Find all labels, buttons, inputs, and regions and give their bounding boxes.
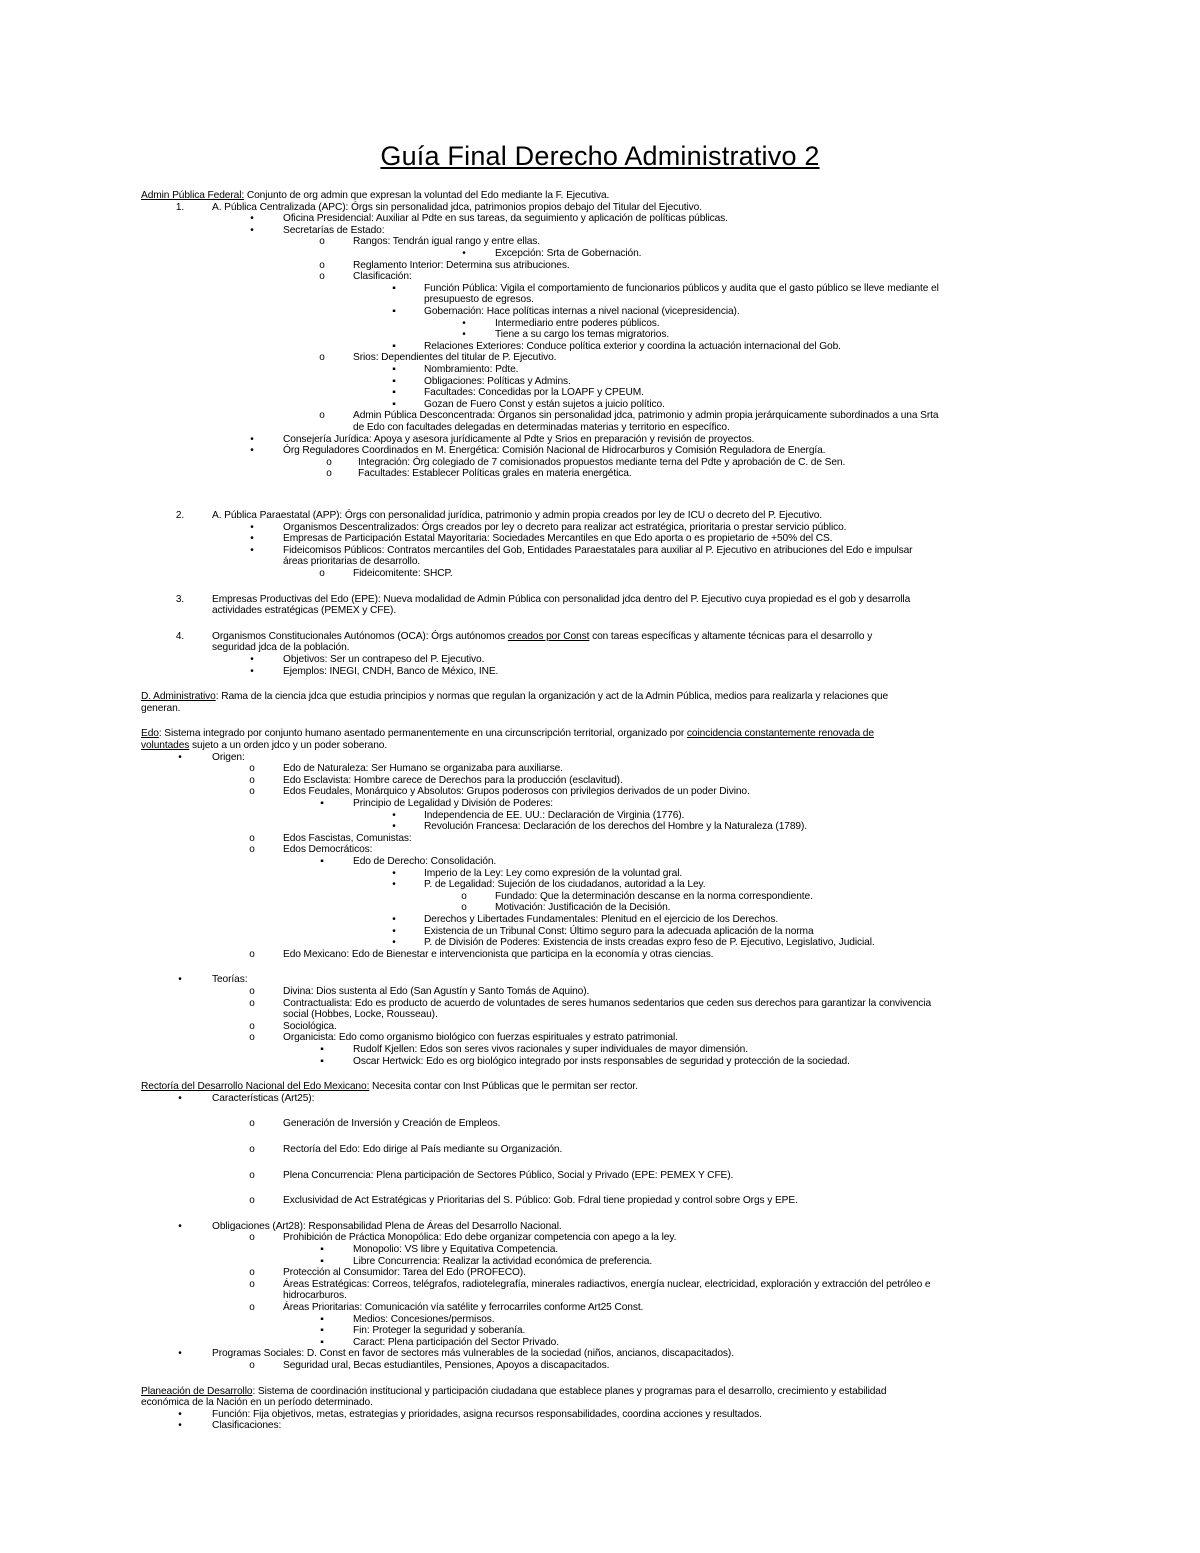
- line-text: [353, 236, 540, 247]
- line-text: [283, 844, 372, 855]
- line-text: [495, 248, 641, 259]
- bullet-marker: o: [249, 1170, 255, 1181]
- line-segment: Gobernación: Hace políticas internas a nivel nacional (vicepresidencia).: [424, 306, 740, 317]
- line-segment: Conjunto de org admin que expresan la voluntad del Edo mediante la F. Ejecutiva.: [244, 190, 610, 201]
- bullet-marker: ▪: [392, 387, 396, 398]
- bullet-marker: •: [462, 329, 466, 340]
- line-text: [283, 545, 912, 556]
- underlined-term: voluntades: [141, 740, 190, 751]
- line-text: [141, 1397, 373, 1408]
- bullet-marker: •: [250, 225, 254, 236]
- bullet-marker: o: [461, 891, 467, 902]
- line-segment: Monopolio: VS libre y Equitativa Competencia.: [353, 1244, 559, 1255]
- line-text: [283, 1021, 337, 1032]
- line-text: [283, 1267, 526, 1278]
- line-text: [283, 775, 623, 786]
- bullet-marker: o: [249, 1302, 255, 1313]
- line-text: [283, 556, 420, 567]
- bullet-marker: o: [326, 457, 332, 468]
- page-title: Guía Final Derecho Administrativo 2: [380, 141, 820, 171]
- line-text: [283, 786, 750, 797]
- bullet-marker: o: [319, 236, 325, 247]
- line-segment: Seguridad ural, Becas estudiantiles, Pensiones, Apoyos a discapacitados.: [283, 1360, 610, 1371]
- line-segment: Oscar Hertwick: Edo es org biológico integrado por insts responsables de seguridad y protección de la sociedad.: [353, 1056, 850, 1067]
- bullet-marker: o: [249, 1118, 255, 1129]
- bullet-marker: •: [392, 821, 396, 832]
- underlined-term: Edo: [141, 728, 159, 739]
- line-text: [141, 740, 387, 751]
- line-text: [283, 654, 484, 665]
- line-segment: Imperio de la Ley: Ley como expresión de la voluntad gral.: [424, 868, 683, 879]
- line-text: [424, 364, 518, 375]
- bullet-marker: ▪: [392, 376, 396, 387]
- bullet-marker: •: [250, 666, 254, 677]
- bullet-marker: o: [249, 763, 255, 774]
- line-text: [353, 1044, 748, 1055]
- line-segment: Áreas Prioritarias: Comunicación vía satélite y ferrocarriles conforme Art25 Const.: [283, 1302, 644, 1313]
- line-text: [141, 691, 888, 702]
- bullet-marker: •: [250, 533, 254, 544]
- underlined-term: creados por Const: [507, 631, 590, 642]
- list-number: 3.: [175, 594, 185, 605]
- line-text: [283, 1032, 678, 1043]
- line-text: [212, 752, 245, 763]
- line-segment: Medios: Concesiones/permisos.: [353, 1314, 495, 1325]
- line-text: [353, 410, 938, 421]
- line-text: [283, 533, 832, 544]
- line-segment: Edos Feudales, Monárquico y Absolutos: Grupos poderosos con privilegios derivados de un poder Divino.: [283, 786, 750, 797]
- bullet-marker: o: [249, 775, 255, 786]
- line-text: [212, 631, 872, 642]
- line-segment: Sociológica.: [283, 1021, 337, 1032]
- line-segment: Admin Pública Desconcentrada: Órganos sin personalidad jdca, patrimonio y admin propia jerárquicamente subordinados a una Srta: [353, 410, 939, 421]
- bullet-marker: o: [319, 568, 325, 579]
- line-text: [212, 1348, 734, 1359]
- line-segment: Gozan de Fuero Const y están sujetos a juicio político.: [424, 399, 665, 410]
- line-segment: económica de la Nación en un período determinado.: [141, 1397, 373, 1408]
- line-text: [283, 1195, 798, 1206]
- bullet-marker: o: [249, 844, 255, 855]
- bullet-marker: •: [178, 1093, 182, 1104]
- line-segment: Fundado: Que la determinación descanse en la norma correspondiente.: [495, 891, 813, 902]
- line-segment: Fideicomitente: SHCP.: [353, 568, 453, 579]
- line-segment: Programas Sociales: D. Const en favor de sectores más vulnerables de la sociedad (niños, ancianos, discapacitados).: [212, 1348, 734, 1359]
- line-segment: Exclusividad de Act Estratégicas y Prioritarias del S. Público: Gob. Fdral tiene propiedad y control sobre Orgs y EPE.: [283, 1195, 798, 1206]
- line-text: [353, 352, 556, 363]
- line-segment: Prohibición de Práctica Monopólica: Edo debe organizar competencia con apego a la ley.: [283, 1232, 677, 1243]
- bullet-marker: o: [249, 949, 255, 960]
- bullet-marker: ▪: [392, 364, 396, 375]
- line-text: [283, 1279, 930, 1290]
- line-segment: Rudolf Kjellen: Edos son seres vivos racionales y super individuales de mayor dimensión.: [353, 1044, 748, 1055]
- line-text: [424, 387, 644, 398]
- bullet-marker: o: [249, 986, 255, 997]
- bullet-marker: •: [178, 752, 182, 763]
- line-text: [353, 856, 496, 867]
- line-segment: Objetivos: Ser un contrapeso del P. Ejecutivo.: [283, 654, 485, 665]
- bullet-marker: •: [462, 248, 466, 259]
- bullet-marker: o: [249, 786, 255, 797]
- bullet-marker: •: [250, 213, 254, 224]
- bullet-marker: o: [249, 1267, 255, 1278]
- line-text: [424, 914, 778, 925]
- bullet-marker: ▪: [320, 798, 324, 809]
- line-segment: de Edo con facultades delegadas en determinadas materias y territorio en específico.: [353, 422, 730, 433]
- line-segment: Obligaciones: Políticas y Admins.: [424, 376, 571, 387]
- line-segment: Principio de Legalidad y División de Poderes:: [353, 798, 553, 809]
- bullet-marker: o: [249, 833, 255, 844]
- bullet-marker: •: [250, 545, 254, 556]
- line-text: [283, 213, 728, 224]
- line-segment: sujeto a un orden jdco y un poder soberano.: [189, 740, 388, 751]
- line-text: [358, 457, 845, 468]
- bullet-marker: •: [392, 810, 396, 821]
- line-text: [283, 445, 825, 456]
- line-segment: Integración: Órg colegiado de 7 comisionados propuestos mediante terna del Pdte y aprobación de C. de Sen.: [358, 457, 846, 468]
- line-text: [283, 833, 412, 844]
- line-text: [495, 902, 670, 913]
- line-segment: Rectoría del Edo: Edo dirige al País mediante su Organización.: [283, 1144, 563, 1155]
- line-segment: Empresas Productivas del Edo (EPE): Nueva modalidad de Admin Pública con personalidad jdca dentro del P. Ejecutivo cuya propiedad es el gob y desarrolla: [212, 594, 911, 605]
- bullet-marker: •: [392, 868, 396, 879]
- line-text: [495, 318, 660, 329]
- bullet-marker: o: [461, 902, 467, 913]
- line-text: [353, 422, 730, 433]
- bullet-marker: ▪: [320, 1244, 324, 1255]
- line-segment: Edo de Naturaleza: Ser Humano se organizaba para auxiliarse.: [283, 763, 563, 774]
- line-segment: Características (Art25):: [212, 1093, 315, 1104]
- line-text: [212, 1093, 314, 1104]
- line-text: [283, 1302, 643, 1313]
- bullet-marker: •: [178, 1420, 182, 1431]
- line-segment: A. Pública Centralizada (APC): Órgs sin personalidad jdca, patrimonios propios debajo del Titular del Ejecutivo.: [212, 202, 702, 213]
- line-text: [424, 926, 814, 937]
- line-text: [141, 190, 609, 201]
- bullet-marker: •: [250, 654, 254, 665]
- line-segment: Facultades: Concedidas por la LOAPF y CPEUM.: [424, 387, 644, 398]
- line-text: [141, 1386, 886, 1397]
- line-segment: social (Hobbes, Locke, Rousseau).: [283, 1009, 438, 1020]
- line-text: [212, 605, 396, 616]
- bullet-marker: •: [178, 1348, 182, 1359]
- line-segment: Órg Reguladores Coordinados en M. Energética: Comisión Nacional de Hidrocarburos y Comisión Reguladora de Energía.: [283, 445, 826, 456]
- bullet-marker: •: [250, 522, 254, 533]
- underlined-term: D. Administrativo: [141, 691, 216, 702]
- line-text: [424, 294, 534, 305]
- line-segment: Edos Democráticos:: [283, 844, 373, 855]
- line-text: [353, 1325, 525, 1336]
- line-text: [353, 1256, 652, 1267]
- line-segment: Edo Esclavista: Hombre carece de Derechos para la producción (esclavitud).: [283, 775, 623, 786]
- line-segment: Reglamento Interior: Determina sus atribuciones.: [353, 260, 570, 271]
- line-text: [358, 468, 632, 479]
- line-segment: Edo de Derecho: Consolidación.: [353, 856, 497, 867]
- line-text: [283, 949, 713, 960]
- line-text: [283, 1170, 733, 1181]
- line-segment: Nombramiento: Pdte.: [424, 364, 519, 375]
- line-segment: Relaciones Exteriores: Conduce política exterior y coordina la actuación internacional del Gob.: [424, 341, 841, 352]
- line-text: [424, 341, 841, 352]
- bullet-marker: o: [249, 998, 255, 1009]
- bullet-marker: o: [249, 1195, 255, 1206]
- bullet-marker: o: [249, 1021, 255, 1032]
- line-segment: con tareas específicas y altamente técnicas para el desarrollo y: [589, 631, 873, 642]
- line-text: [353, 260, 570, 271]
- list-number: 1.: [175, 202, 185, 213]
- bullet-marker: ▪: [320, 1314, 324, 1325]
- line-segment: Rangos: Tendrán igual rango y entre ellas.: [353, 236, 541, 247]
- line-text: [283, 1118, 500, 1129]
- line-segment: Protección al Consumidor: Tarea del Edo (PROFECO).: [283, 1267, 526, 1278]
- bullet-marker: ▪: [320, 856, 324, 867]
- line-text: [424, 306, 740, 317]
- line-segment: Edo Mexicano: Edo de Bienestar e intervencionista que participa en la economía y otras ciencias.: [283, 949, 714, 960]
- bullet-marker: o: [249, 1032, 255, 1043]
- line-segment: Ejemplos: INEGI, CNDH, Banco de México, INE.: [283, 666, 499, 677]
- bullet-marker: •: [178, 1409, 182, 1420]
- list-number: 2.: [175, 510, 185, 521]
- line-segment: P. de Legalidad: Sujeción de los ciudadanos, autoridad a la Ley.: [424, 879, 706, 890]
- line-text: [495, 891, 813, 902]
- line-segment: seguridad jdca de la población.: [212, 642, 350, 653]
- line-text: [212, 974, 247, 985]
- bullet-marker: •: [392, 879, 396, 890]
- line-segment: Organismos Constitucionales Autónomos (OCA): Órgs autónomos: [212, 631, 508, 642]
- line-text: [212, 1221, 562, 1232]
- line-segment: Áreas Estratégicas: Correos, telégrafos, radiotelegrafía, minerales radiactivos, energía nuclear, electricidad, exploración y extracción del petróleo e: [283, 1279, 931, 1290]
- line-text: [283, 522, 846, 533]
- line-segment: áreas prioritarias de desarrollo.: [283, 556, 421, 567]
- bullet-marker: o: [319, 260, 325, 271]
- bullet-marker: •: [250, 445, 254, 456]
- bullet-marker: ▪: [320, 1325, 324, 1336]
- line-text: [353, 1314, 495, 1325]
- bullet-marker: ▪: [392, 283, 396, 294]
- line-segment: : Sistema de coordinación institucional y participación ciudadana que establece planes y programas para el desarrollo, crecimiento y estabilidad: [252, 1386, 887, 1397]
- line-text: [283, 998, 931, 1009]
- line-segment: Srios: Dependientes del titular de P. Ejecutivo.: [353, 352, 557, 363]
- underlined-term: coincidencia constantemente renovada de: [686, 728, 874, 739]
- line-segment: A. Pública Paraestatal (APP): Órgs con personalidad jurídica, patrimonio y admin propia creados por ley de ICU o decreto del P. Ejecutivo.: [212, 510, 823, 521]
- line-segment: hidrocarburos.: [283, 1290, 347, 1301]
- line-segment: Empresas de Participación Estatal Mayoritaria: Sociedades Mercantiles en que Edo aporta o es propietario de +50% del CS.: [283, 533, 833, 544]
- line-text: [212, 1420, 281, 1431]
- bullet-marker: ▪: [320, 1044, 324, 1055]
- line-text: [353, 798, 553, 809]
- underlined-term: Admin Pública Federal:: [141, 190, 245, 201]
- bullet-marker: o: [249, 1360, 255, 1371]
- line-segment: Organicista: Edo como organismo biológico con fuerzas espirituales y estrato patrimonial.: [283, 1032, 678, 1043]
- line-text: [353, 271, 412, 282]
- line-segment: Facultades: Establecer Políticas grales en materia energética.: [358, 468, 632, 479]
- line-segment: Caract: Plena participación del Sector Privado.: [353, 1337, 559, 1348]
- line-segment: Clasificaciones:: [212, 1420, 282, 1431]
- line-text: [424, 376, 571, 387]
- bullet-marker: •: [392, 914, 396, 925]
- line-segment: Divina: Dios sustenta al Edo (San Agustín y Santo Tomás de Aquino).: [283, 986, 590, 997]
- line-segment: Función Pública: Vigila el comportamiento de funcionarios públicos y audita que el gasto público se lleve mediante el: [424, 283, 939, 294]
- line-text: [283, 434, 754, 445]
- line-text: [424, 283, 939, 294]
- line-segment: : Rama de la ciencia jdca que estudia principios y normas que regulan la organización y act de la Admin Pública, medios para realizarla y relaciones que: [215, 691, 889, 702]
- line-text: [353, 1337, 559, 1348]
- line-segment: presupuesto de egresos.: [424, 294, 534, 305]
- line-text: [424, 879, 706, 890]
- line-segment: Independencia de EE. UU.: Declaración de Virginia (1776).: [424, 810, 685, 821]
- line-text: [141, 703, 180, 714]
- line-text: [283, 1144, 562, 1155]
- line-segment: Origen:: [212, 752, 245, 763]
- line-text: [353, 1244, 558, 1255]
- line-segment: Secretarías de Estado:: [283, 225, 385, 236]
- list-number: 4.: [175, 631, 185, 642]
- line-segment: Revolución Francesa: Declaración de los derechos del Hombre y la Naturaleza (1789).: [424, 821, 807, 832]
- bullet-marker: o: [319, 271, 325, 282]
- line-text: [424, 810, 684, 821]
- line-segment: Teorías:: [212, 974, 248, 985]
- underlined-term: Planeación de Desarrollo: [141, 1386, 253, 1397]
- line-segment: Oficina Presidencial: Auxiliar al Pdte en sus tareas, da seguimiento y aplicación de políticas públicas.: [283, 213, 728, 224]
- bullet-marker: •: [392, 937, 396, 948]
- line-segment: Motivación: Justificación de la Decisión.: [495, 902, 671, 913]
- line-segment: Libre Concurrencia: Realizar la actividad económica de preferencia.: [353, 1256, 653, 1267]
- bullet-marker: ▪: [392, 306, 396, 317]
- line-text: [283, 225, 384, 236]
- line-text: [212, 202, 702, 213]
- bullet-marker: ▪: [392, 341, 396, 352]
- line-segment: Plena Concurrencia: Plena participación de Sectores Público, Social y Privado (EPE: PEMEX Y CFE).: [283, 1170, 734, 1181]
- line-segment: Organismos Descentralizados: Órgs creados por ley o decreto para realizar act estratégica, prioritaria o prestar servicio público.: [283, 522, 847, 533]
- line-text: [283, 1009, 438, 1020]
- line-text: [353, 1056, 850, 1067]
- line-segment: Fin: Proteger la seguridad y soberanía.: [353, 1325, 526, 1336]
- line-segment: Tiene a su cargo los temas migratorios.: [495, 329, 670, 340]
- line-segment: Edos Fascistas, Comunistas:: [283, 833, 412, 844]
- line-segment: Fideicomisos Públicos: Contratos mercantiles del Gob, Entidades Paraestatales para auxiliar al P. Ejecutivo en atribuciones del Edo e impulsar: [283, 545, 913, 556]
- line-segment: Excepción: Srta de Gobernación.: [495, 248, 642, 259]
- line-text: [212, 642, 349, 653]
- line-text: [212, 594, 910, 605]
- bullet-marker: •: [462, 318, 466, 329]
- line-text: [424, 937, 875, 948]
- bullet-marker: o: [249, 1279, 255, 1290]
- line-text: [424, 821, 807, 832]
- line-segment: Contractualista: Edo es producto de acuerdo de voluntades de seres humanos sedentarios que ceden sus derechos para garantizar la convivencia: [283, 998, 932, 1009]
- line-segment: : Sistema integrado por conjunto humano asentado permanentemente en una circunscripción territorial, organizado por: [158, 728, 687, 739]
- bullet-marker: o: [319, 410, 325, 421]
- bullet-marker: o: [319, 352, 325, 363]
- line-segment: generan.: [141, 703, 181, 714]
- line-segment: Consejería Jurídica: Apoya y asesora jurídicamente al Pdte y Srios en preparación y revisión de proyectos.: [283, 434, 755, 445]
- line-text: [283, 986, 589, 997]
- line-segment: Necesita contar con Inst Públicas que le permitan ser rector.: [369, 1081, 638, 1092]
- bullet-marker: o: [249, 1144, 255, 1155]
- bullet-marker: •: [392, 926, 396, 937]
- line-segment: Derechos y Libertades Fundamentales: Plenitud en el ejercicio de los Derechos.: [424, 914, 779, 925]
- underlined-term: Rectoría del Desarrollo Nacional del Edo Mexicano:: [141, 1081, 370, 1092]
- line-segment: Intermediario entre poderes públicos.: [495, 318, 660, 329]
- line-text: [283, 1360, 609, 1371]
- bullet-marker: o: [249, 1232, 255, 1243]
- line-segment: Función: Fija objetivos, metas, estrategias y prioridades, asigna recursos responsabilidades, coordina acciones y resultados.: [212, 1409, 762, 1420]
- line-text: [424, 868, 682, 879]
- line-text: [141, 1081, 638, 1092]
- line-text: [212, 1409, 762, 1420]
- line-segment: Clasificación:: [353, 271, 412, 282]
- line-segment: Obligaciones (Art28): Responsabilidad Plena de Áreas del Desarrollo Nacional.: [212, 1221, 562, 1232]
- bullet-marker: ▪: [320, 1056, 324, 1067]
- line-segment: Generación de Inversión y Creación de Empleos.: [283, 1118, 501, 1129]
- line-text: [495, 329, 669, 340]
- line-text: [283, 1290, 347, 1301]
- line-text: [212, 510, 822, 521]
- line-text: [283, 1232, 676, 1243]
- line-segment: actividades estratégicas (PEMEX y CFE).: [212, 605, 397, 616]
- bullet-marker: •: [178, 1221, 182, 1232]
- line-text: [283, 666, 498, 677]
- bullet-marker: ▪: [320, 1337, 324, 1348]
- bullet-marker: •: [250, 434, 254, 445]
- bullet-marker: ▪: [392, 399, 396, 410]
- line-text: [283, 763, 563, 774]
- line-text: [141, 728, 874, 739]
- bullet-marker: •: [178, 974, 182, 985]
- bullet-marker: ▪: [320, 1256, 324, 1267]
- bullet-marker: o: [326, 468, 332, 479]
- line-text: [424, 399, 665, 410]
- line-segment: Existencia de un Tribunal Const: Último seguro para la adecuada aplicación de la norma: [424, 926, 814, 937]
- line-segment: P. de División de Poderes: Existencia de insts creadas expro feso de P. Ejecutivo, Legislativo, Judicial.: [424, 937, 875, 948]
- line-text: [353, 568, 453, 579]
